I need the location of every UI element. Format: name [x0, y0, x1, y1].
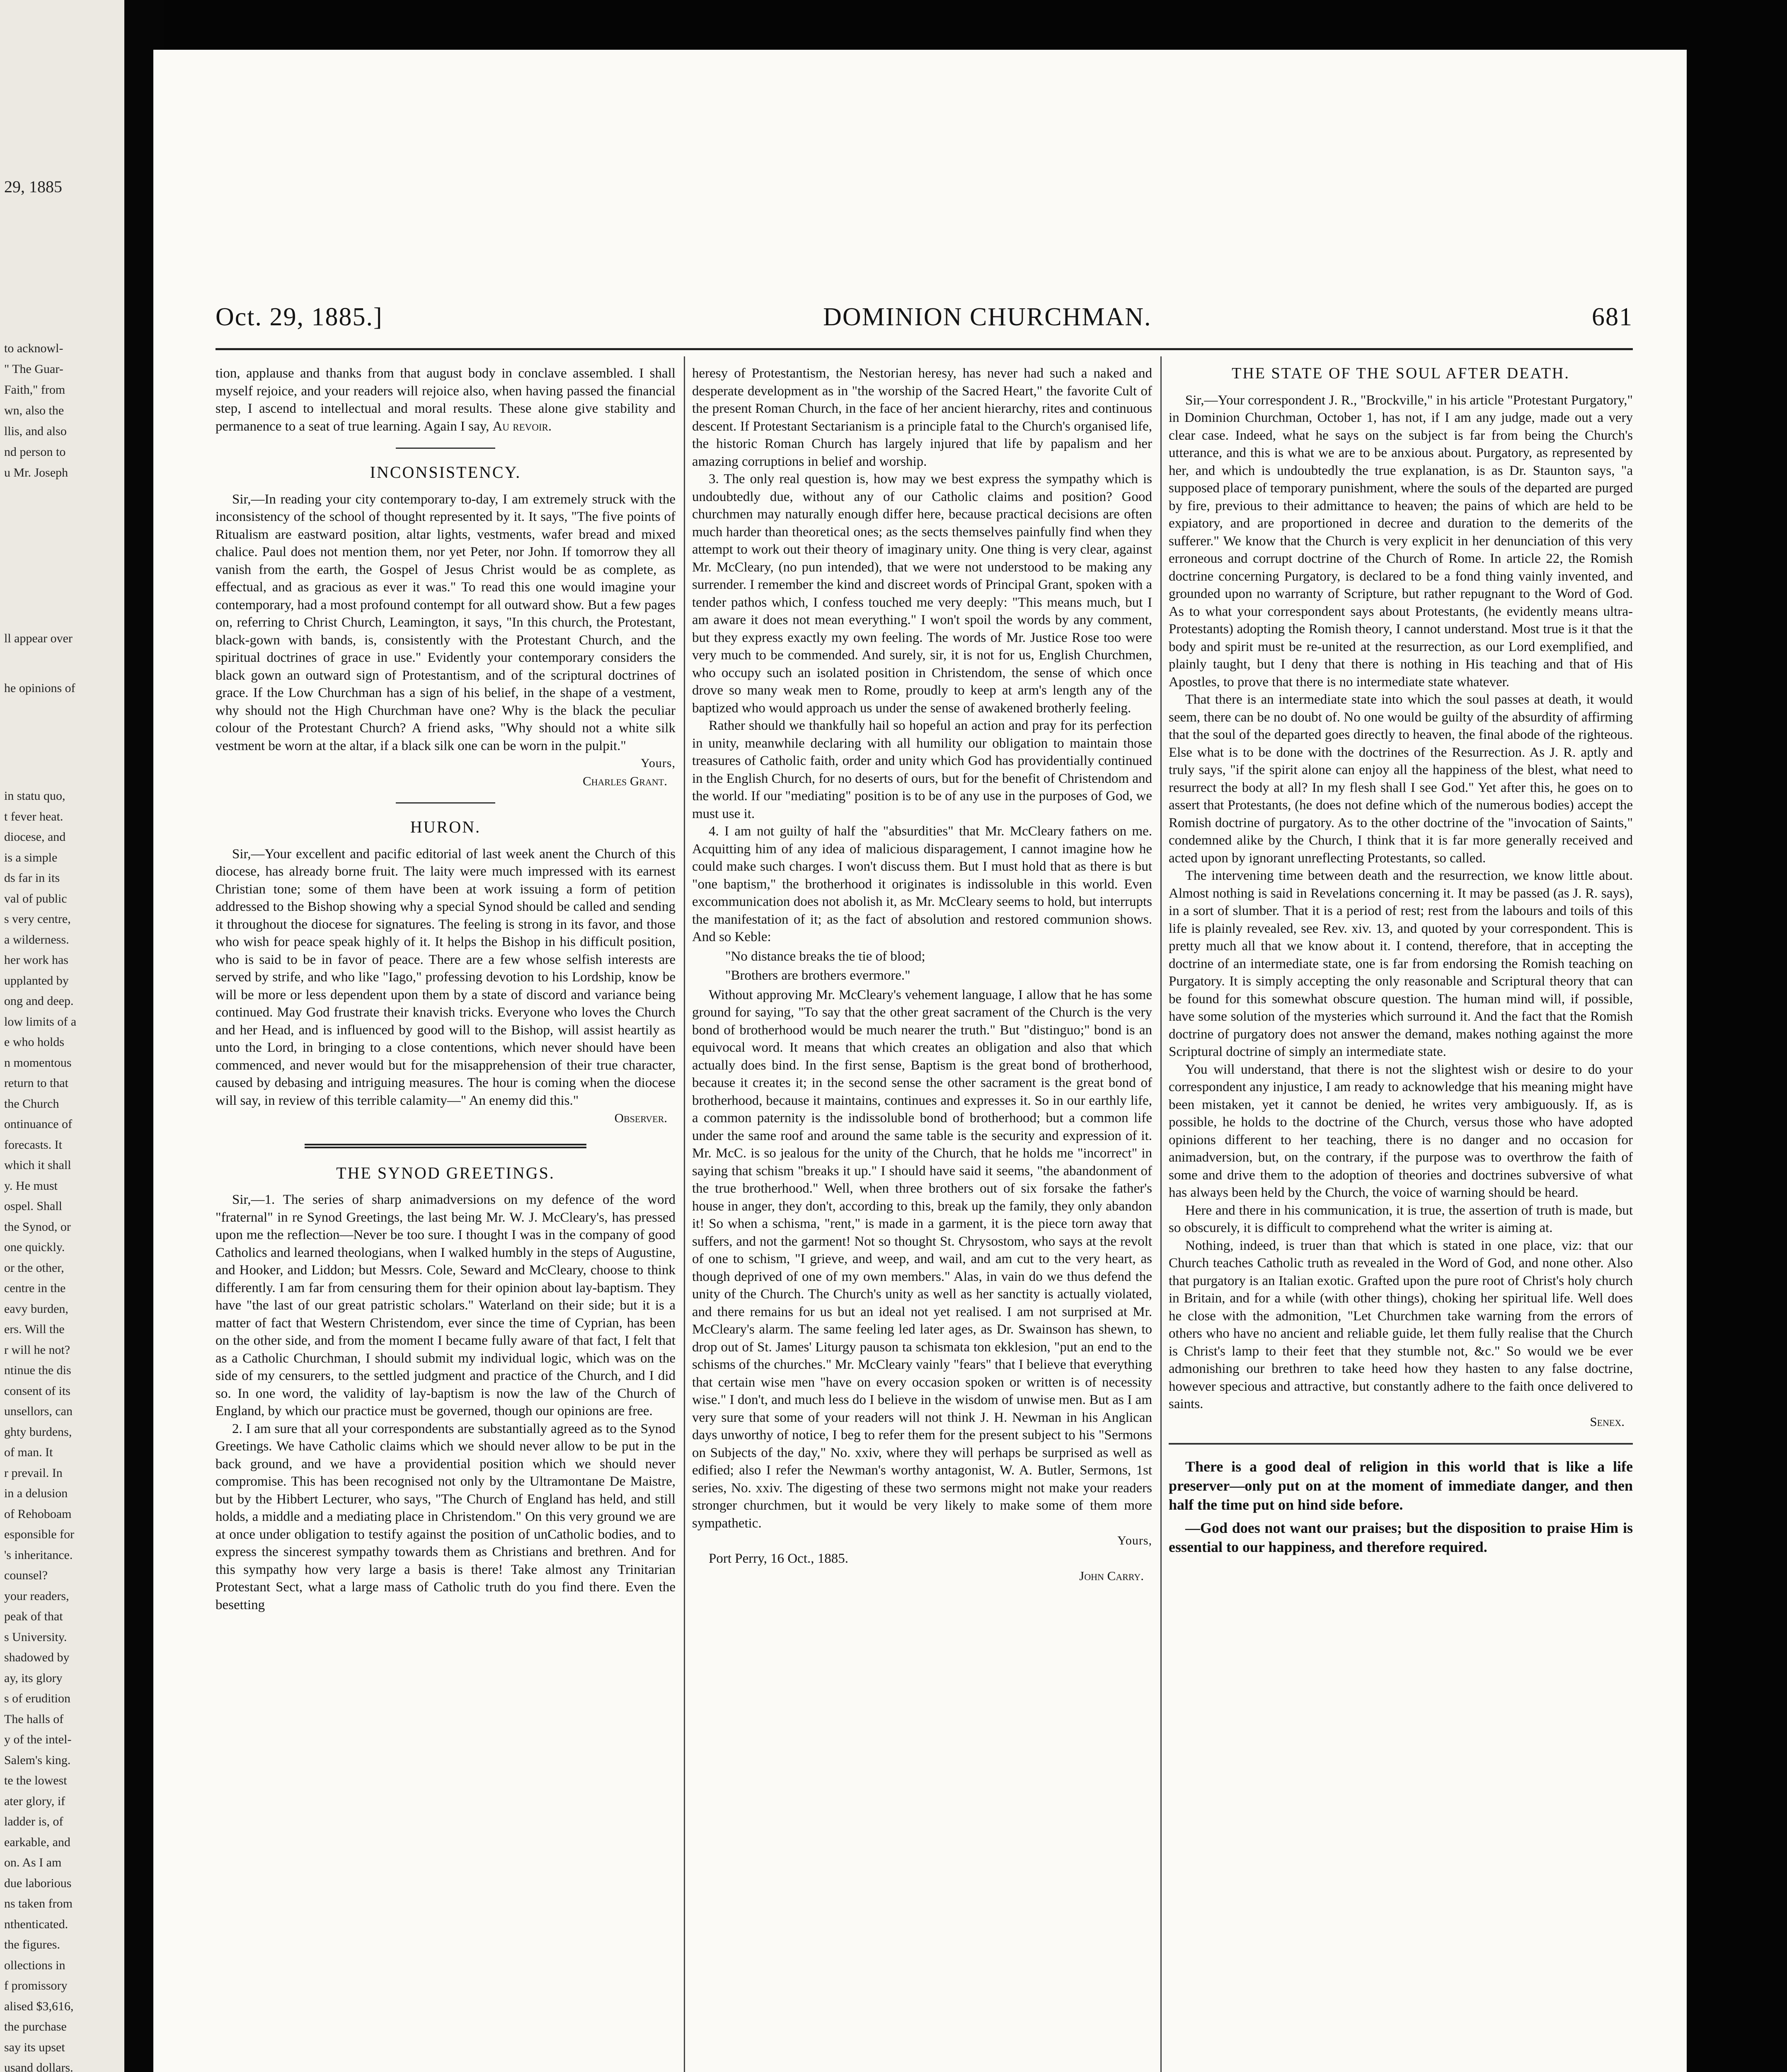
article-continuation: tion, applause and thanks from that august body in conclave assembled. I shall myself rejoice, and your readers will rejoice also, when having passed the financial step, I ascend to intellectual and moral results. These alone give stability and permanence to a seat of true learning. Again I say, Au revoir. [216, 366, 676, 434]
section-rule-full [1169, 1443, 1633, 1445]
adjacent-page-line: say its upset [4, 2040, 65, 2054]
adjacent-page-edge [0, 0, 137, 2072]
adjacent-page-line: ater glory, if [4, 1794, 65, 1808]
adjacent-page-line: of Rehoboam [4, 1507, 72, 1521]
letter-closing: Yours, [1117, 1534, 1152, 1547]
letter-soul-paragraph: You will understand, that there is not the slightest wish or desire to do your correspondent any injustice, I am ready to acknowledge that his meaning might have been mistaken, yet it cannot be denied, he writes very ambiguously. If, as is possible, he holds to the doctrine of the Church, versus those who have adopted opinions different to her teaching, there is no danger and no occasion for animadversion, but, on the contrary, if the purpose was to overthrow the faith of some and drive them to the adoption of theories and doctrines subversive of what has always been held by the Church, the voice of warning should be heard. [1169, 1062, 1633, 1200]
adjacent-page-line: in statu quo, [4, 789, 65, 803]
adjacent-page-line: ay, its glory [4, 1671, 63, 1685]
adjacent-page-line: ds far in its [4, 871, 60, 885]
adjacent-page-line: t fever heat. [4, 809, 63, 823]
adjacent-page-line: to acknowl- [4, 341, 63, 355]
letter-soul-paragraph: That there is an intermediate state into which the soul passes at death, it would seem, there can be no doubt of. No one would be guilty of the absurdity of affirming that the soul of the departed goes directly to heaven, the final abode of the righteous. Else what is to be done with the doctrines of the Resurrection. As J. R. aptly and truly says, "if the spirit alone can enjoy all the happiness of the blest, what need to resurrect the body at all? In my flesh shall I see God." Yet after this, he goes on to assert that Protestants, (he does not define which of the numerous bodies) accept the Romish doctrine of purgatory. As to the other doctrine of the "invocation of Saints," condemned alike by the Church, I think that it is far more generally received and acted upon by ignorant unreflecting Protestants, so called. [1169, 692, 1633, 866]
adjacent-page-line: the purchase [4, 2020, 67, 2033]
headline-inconsistency: INCONSISTENCY. [370, 463, 521, 482]
adjacent-page-line: wn, also the [4, 404, 64, 417]
headline-huron: HURON. [410, 818, 481, 836]
adjacent-page-line: nd person to [4, 445, 66, 459]
column-rule-2 [1160, 356, 1162, 2072]
adjacent-page-line: low limits of a [4, 1014, 77, 1029]
column-middle [692, 365, 1152, 2072]
header-rule [216, 348, 1633, 350]
letter-soul-paragraph: Nothing, indeed, is truer than that which is stated in one place, viz: that our Church teaches Catholic truth as revealed in the Word of God, and none other. Also that purgatory is an Italian exotic. Grafted upon the pure root of Christ's holy church in Britain, and for a while (with other things), choking her spiritual life. Well does he close with the admonition, "Let Churchmen take warning from the errors of others who have no ancient and reliable guide, let them fully realise that the Church is Christ's lamp to their feet that they stumble not, &c." So would we be ever admonishing our brethren to take heed how they hasten to any false doctrine, however specious and attractive, but constantly adhere to the faith once delivered to saints. [1169, 1238, 1633, 1411]
letter-signature: John Carry. [1079, 1569, 1144, 1583]
header-date: Oct. 29, 1885.] [216, 303, 383, 331]
adjacent-page-line: due laborious [4, 1876, 72, 1890]
adjacent-page-line: he opinions of [4, 681, 75, 695]
letter-signature: Senex. [1590, 1414, 1625, 1429]
adjacent-page-line: ong and deep. [4, 994, 74, 1008]
adjacent-page-line: ollections in [4, 1958, 65, 1972]
letter-synod-paragraph: 4. I am not guilty of half the "absurdities" that Mr. McCleary fathers on me. Acquitting him of any idea of malicious disparagement, I cannot imagine how he could make such charges. I won't discuss them. But I must hold that as there is but "one baptism," the brotherhood it originates is indissoluble in this world. Even excommunication does not abolish it, as Mr. McCleary seems to hold, but interrupts the manifestation of it; as the fact of absolution and restored communion shows. And so Keble: [692, 824, 1152, 944]
letter-soul-paragraph: The intervening time between death and the resurrection, we know little about. Almost nothing is said in Revelations concerning it. It may be passed (as J. R. says), in a sort of slumber. That it is a period of rest; rest from the labours and toils of this life is plainly revealed, see Rev. xiv. 13, and quoted by your correspondent. This is pretty much all that we know about it. I contend, therefore, that in accepting the doctrine of an intermediate state, one is far from endorsing the Romish teaching on Purgatory. It is simply accepting the only reasonable and Scriptural theory that can be found for this somewhat obscure question. The human mind will, if possible, have some solution of the mysteries which surround it. And the fact that the Romish doctrine of purgatory does not answer the demand, makes nothing against the more Scriptural doctrine of simply an intermediate state. [1169, 868, 1633, 1059]
page-header [216, 298, 1633, 336]
adjacent-page-line: eavy burden, [4, 1302, 68, 1316]
column-rule-1 [684, 356, 685, 2072]
adjacent-page-line: alised $3,616, [4, 1999, 74, 2013]
adjacent-page-line: llis, and also [4, 424, 67, 438]
letter-signature: Observer. [614, 1111, 667, 1125]
verse-line: "Brothers are brothers evermore." [725, 968, 910, 983]
adjacent-page-line: s University. [4, 1630, 67, 1644]
column-left [216, 365, 676, 2072]
adjacent-page-line: counsel? [4, 1569, 48, 1582]
adjacent-page-line: a wilderness. [4, 932, 69, 946]
adjacent-page-line: ontinuance of [4, 1117, 73, 1131]
adjacent-page-line: r will he not? [4, 1343, 70, 1357]
adjacent-page-line: earkable, and [4, 1835, 70, 1849]
letter-synod-paragraph: heresy of Protestantism, the Nestorian heresy, has never had such a naked and desperate development as in "the worship of the Sacred Heart," the favorite Cult of the present Roman Church, in the face of her ancient hierarchy, rites and continuous descent. If Protestant Sectarianism is a principle fatal to the Church's organised life, the historic Roman Church has largely injured that life by papalism and her amazing corruptions in belief and worship. [692, 366, 1152, 469]
adjacent-page-line: Salem's king. [4, 1753, 71, 1767]
page-number: 681 [1592, 303, 1633, 331]
adjacent-page-line: ladder is, of [4, 1815, 63, 1828]
adjacent-page-line: s of erudition [4, 1692, 70, 1705]
adjacent-page-line: diocese, and [4, 830, 66, 844]
letter-huron-body: Sir,—Your excellent and pacific editorial of last week anent the Church of this diocese, has already borne fruit. The laity were much impressed with its earnest Christian tone; some of them have been at work issuing a form of petition addressed to the Bishop showing why a special Synod should be called and sending it throughout the diocese for signatures. The feeling is strong in its favor, and those who wish for peace speak highly of it. It helps the Bishop in his difficult position, who is said to be in favor of peace. There are a few whose selfish interests are served by strife, and who like "Iago," professing devotion to his Lordship, know be will be more or less dependent upon them by a state of discord and variance being continued. May God frustrate their knavish tricks. Everyone who loves the Church and her Head, and is influenced by good will to the Bishop, will assist heartily as unto the Lord, in bringing to a close contentions, which never should have been commenced, and never would but for the misapprehension of their true character, caused by debasing and intriguing measures. The hour is coming when the diocese will say, in review of this terrible calamity—" An enemy did this." [216, 846, 676, 1108]
adjacent-page-line: which it shall [4, 1158, 71, 1172]
adjacent-page-line: y. He must [4, 1179, 58, 1193]
column-right [1169, 365, 1633, 2072]
letter-closing: Yours, [641, 756, 676, 770]
adjacent-page-line: ghty burdens, [4, 1425, 72, 1439]
adjacent-page-line: ll appear over [4, 632, 73, 645]
letter-synod-paragraph: Sir,—1. The series of sharp animadversions on my defence of the word "fraternal" in re Synod Greetings, the last being Mr. W. J. McCleary's, has pressed upon me the reflection—Never be too sure. I thought I was in the company of good Catholics and learned theologians, when I walked humbly in the steps of Augustine, and Hooker, and Liddon; but Messrs. Cole, Seward and McCleary, choose to think differently. I am far from censuring them for their opinion about lay-baptism. They have "the last of our great patristic scholars." Waterland on their side; but it is a matter of fact that Western Christendom, ever since the time of Cyprian, has been on the other side, and from the moment I became fully aware of that fact, I felt that as a Catholic Churchman, I should submit my individual logic, which was on the side of my censurers, to the settled judgment and practice of the Church, and I did so. In one word, the validity of lay-baptism is now the law of the Church of England, by which our practice must be governed, though our opinions are free. [216, 1192, 676, 1418]
adjacent-page-line: the Church [4, 1097, 59, 1111]
masthead-title: DOMINION CHURCHMAN. [823, 303, 1152, 331]
adjacent-page-line: on. As I am [4, 1856, 62, 1869]
adjacent-page-line: r prevail. In [4, 1466, 63, 1480]
adjacent-page-line: centre in the [4, 1281, 66, 1295]
adjacent-page-line: upplanted by [4, 973, 69, 988]
letter-signature: Charles Grant. [582, 773, 667, 788]
adjacent-page-line: The halls of [4, 1712, 64, 1726]
adjacent-page-line: ntinue the dis [4, 1363, 71, 1377]
adjacent-page-line: peak of that [4, 1610, 63, 1623]
adjacent-page-line: unsellors, can [4, 1404, 73, 1418]
adjacent-page-line: y of the intel- [4, 1733, 72, 1746]
adjacent-page-date: 29, 1885 [4, 178, 62, 196]
headline-synod-greetings: THE SYNOD GREETINGS. [336, 1163, 555, 1182]
adjacent-page-line: forecasts. It [4, 1138, 62, 1152]
section-rule-thick [305, 1144, 586, 1150]
section-rule [396, 448, 495, 449]
adjacent-page-line: consent of its [4, 1384, 70, 1398]
adjacent-page-line: your readers, [4, 1589, 69, 1603]
adjacent-page-line: f promissory [4, 1979, 68, 1992]
adjacent-page-line: val of public [4, 891, 67, 905]
adjacent-page-line: nthenticated. [4, 1917, 68, 1931]
letter-dateline: Port Perry, 16 Oct., 1885. [709, 1551, 848, 1566]
adjacent-page-line: n momentous [4, 1055, 72, 1070]
adjacent-page-line: esponsible for [4, 1527, 75, 1541]
adjacent-page-line: ers. Will the [4, 1322, 65, 1336]
adjacent-page-line: 's inheritance. [4, 1548, 73, 1562]
headline-state-of-soul: THE STATE OF THE SOUL AFTER DEATH. [1232, 365, 1570, 382]
adjacent-page-line: s very centre, [4, 912, 71, 926]
verse-line: "No distance breaks the tie of blood; [725, 949, 925, 964]
maxim-praise: —God does not want our praises; but the disposition to praise Him is essential to our happiness, and therefore required. [1169, 1520, 1633, 1555]
maxim-life-preserver: There is a good deal of religion in this world that is like a life preserver—only put on at the moment of immediate danger, and then half the time put on hind side before. [1169, 1458, 1633, 1513]
adjacent-page-line: is a simple [4, 850, 58, 864]
adjacent-page-line: one quickly. [4, 1240, 65, 1254]
letter-synod-paragraph: 2. I am sure that all your correspondents are substantially agreed as to the Synod Greetings. We have Catholic claims which we should never allow to be put in the back ground, and we have a providential position which we should never compromise. This has been recognised not only by the Ultramontane De Maistre, but by the Hibbert Lecturer, who says, "The Church of England has held, and still holds, a middle and a mediating place in Christendom." On this very ground we are at once under obligation to testify against the position of unCatholic bodies, and to express the sincerest sympathy towards them as Christians and brethren. And for this sympathy how very large a basis is there! Take almost any Trinitarian Protestant Sect, what a large mass of Catholic truth do you find there. Even the besetting [216, 1421, 676, 1612]
adjacent-page-line: the Synod, or [4, 1220, 71, 1234]
letter-soul-paragraph: Here and there in his communication, it is true, the assertion of truth is made, but so obscurely, it is difficult to comprehend what the writer is aiming at. [1169, 1203, 1633, 1235]
adjacent-page-line: of man. It [4, 1445, 53, 1459]
adjacent-page-line: her work has [4, 953, 68, 967]
adjacent-page-line: the figures. [4, 1938, 60, 1951]
adjacent-page-line: Faith," from [4, 383, 65, 397]
letter-soul-paragraph: Sir,—Your correspondent J. R., "Brockville," in his article "Protestant Purgatory," in Dominion Churchman, October 1, has not, if I am any judge, made out a very clear case. Indeed, what he says on the subject is far from being the Church's utterance, and this is what we are to be anxious about. Purgatory, as represented by her, and which is undoubtedly the true explanation, is as Dr. Staunton says, "a supposed place of temporary punishment, where the souls of the departed are purged by fire, previous to their admittance to heaven; the pains of which are held to be expiatory, and are proportioned in decree and duration to the demerits of the sufferer." We know that the Church is very explicit in her denunciation of this very erroneous and corrupt doctrine of the Church of Rome. In article 22, the Romish doctrine concerning Purgatory, is declared to be a fond thing vainly invented, and grounded upon no warranty of Scripture, but rather repugnant to the Word of God. As to what your correspondent says about Protestants, (he evidently means ultra-Protestants) adopting the Romish theory, I cannot understand. Most true is it that the body and spirit must be re-united at the resurrection, as our Lord exemplified, and plainly taught, but I deny that there is nothing in His teaching and that of His Apostles, to prove that there is no intermediate state whatever. [1169, 392, 1633, 690]
letter-inconsistency-body: Sir,—In reading your city contemporary to-day, I am extremely struck with the inconsistency of the school of thought represented by it. It says, "The five points of Ritualism are eastward position, altar lights, vestments, wafer bread and mixed chalice. Paul does not mention them, nor yet Peter, nor John. If tomorrow they all vanish from the earth, the Gospel of Jesus Christ would be as complete, as effectual, and as gracious as ever it was." To read this one would imagine your contemporary, had a most profound contempt for all outward show. But a few pages on, referring to Christ Church, Leamington, it says, "In this church, the Protestant, black-gown with bands, is, consistently with the Protestant Church, and the spiritual doctrines of grace in use." Evidently your contemporary considers the black gown an outward sign of Protestantism, and of the scriptural doctrines of grace. If the Low Churchman has a sign of his belief, in the shape of a vestment, why should not the High Churchman have one? Why is the black the peculiar colour of the Protestant Church? A friend asks, "Why should not a white silk vestment be worn at the altar, if a black silk one can be worn in the pulpit." [216, 491, 676, 753]
adjacent-page-line: shadowed by [4, 1651, 70, 1664]
adjacent-page-line: u Mr. Joseph [4, 466, 68, 479]
letter-synod-paragraph: Rather should we thankfully hail so hopeful an action and pray for its perfection in unity, meanwhile declaring with all humility our obligation to maintain those treasures of Catholic faith, order and unity which God has providentially continued in the English Church, for no deserts of ours, but for the benefit of Christendom and the world. If our "mediating" position is to be of any use in the purposes of God, we must use it. [692, 718, 1152, 821]
adjacent-page-line: te the lowest [4, 1774, 67, 1787]
adjacent-page-line: " The Guar- [4, 362, 63, 376]
adjacent-page-line: or the other, [4, 1261, 64, 1275]
newspaper-page [153, 50, 1687, 2072]
adjacent-page-line: in a delusion [4, 1486, 68, 1500]
letter-synod-paragraph: 3. The only real question is, how may we best express the sympathy which is undoubtedly due, without any of our Catholic claims and position? Good churchmen may naturally enough differ here, because practical decisions are often much harder than theoretical ones; as the sects themselves painfully find when they attempt to work out their theory of imaginary unity. One thing is very clear, against Mr. McCleary, (no pun intended), that we were not understood to be making any surrender. I remember the kind and discreet words of Principal Grant, spoken with a tender pathos which, I confess touched me very deeply: "This means much, but I am aware it does not mean everything." I won't spoil the words by any comment, but they express exactly my own feeling. The words of Mr. Justice Rose too were very much to be commended. And surely, sir, it is not for us, English Churchmen, who occupy such an isolated position in Christendom, the sense of which once drove so many weak men to Rome, proudly to keep at arm's length any of the baptized who would approach us under the sense of awakened brotherly feeling. [692, 472, 1152, 716]
adjacent-page-line: ns taken from [4, 1897, 73, 1910]
adjacent-page-line: usand dollars. [4, 2061, 73, 2072]
adjacent-page-line: ospel. Shall [4, 1199, 62, 1213]
letter-synod-paragraph: Without approving Mr. McCleary's vehement language, I allow that he has some ground for saying, "To say that the other great sacrament of the Church is the very bond of brotherhood would be much nearer the truth." But "distinguo;" bond is an equivocal word. It means that which creates an obligation and also that which actually does bind. In the first sense, Baptism is the great bond of brotherhood, because it creates it; in the second sense the other sacrament is the great bond of brotherhood, because it maintains, continues and expresses it. So in our earthly life, a common paternity is the indissoluble bond of brotherhood; but a common life under the same roof and around the same table is the security and expression of it. Mr. McC. is so jealous for the unity of the Church, that he holds me "incorrect" in saying that schism "breaks it up." I should have said it seems, "the abandonment of the true brotherhood." Well, when three brothers out of six forsake the father's house in anger, they don't, according to this, break up the family, they only abandon it! So when a schisma, "rent," is made in a garment, it is the piece torn away that suffers, and not the garment! Not so thought St. Chrysostom, who says at the revolt of one to schism, "I grieve, and weep, and wail, and am cut to the very heart, as though deprived of one of my own members." Alas, in vain do we thus defend the unity of the Church. The Church's unity as well as her sanctity is actually violated, and there remains for us but an ideal not yet realised. I am not surprised at Mr. McCleary's alarm. The same feeling led later ages, as Dr. Swainson has shewn, to drop out of St. James' Liturgy pauson ta schismata ton ekklesion, "put an end to the schisms of the churches." Mr. McCleary vainly "fears" that I believe that everything that certain wise men "have on every occasion spoken or written is of necessity wise." I don't, and much less do I believe in the wisdom of unwise men. But as I am very sure that some of your readers will not think J. H. Newman in his Anglican days unworthy of notice, I beg to refer them for the present subject to his "Sermons on Subjects of the day," No. xxiv, where they will perhaps be surprised as well as edified; also I refer the Newman's worthy antagonist, W. A. Butler, Sermons, 1st series, No. xxiv. The digesting of these two sermons might not make your readers stronger churchmen, but it would be very likely to make some of them more sympathetic. [692, 987, 1152, 1531]
section-rule [396, 802, 495, 804]
adjacent-page-line: e who holds [4, 1035, 64, 1049]
adjacent-page-line: return to that [4, 1076, 68, 1090]
